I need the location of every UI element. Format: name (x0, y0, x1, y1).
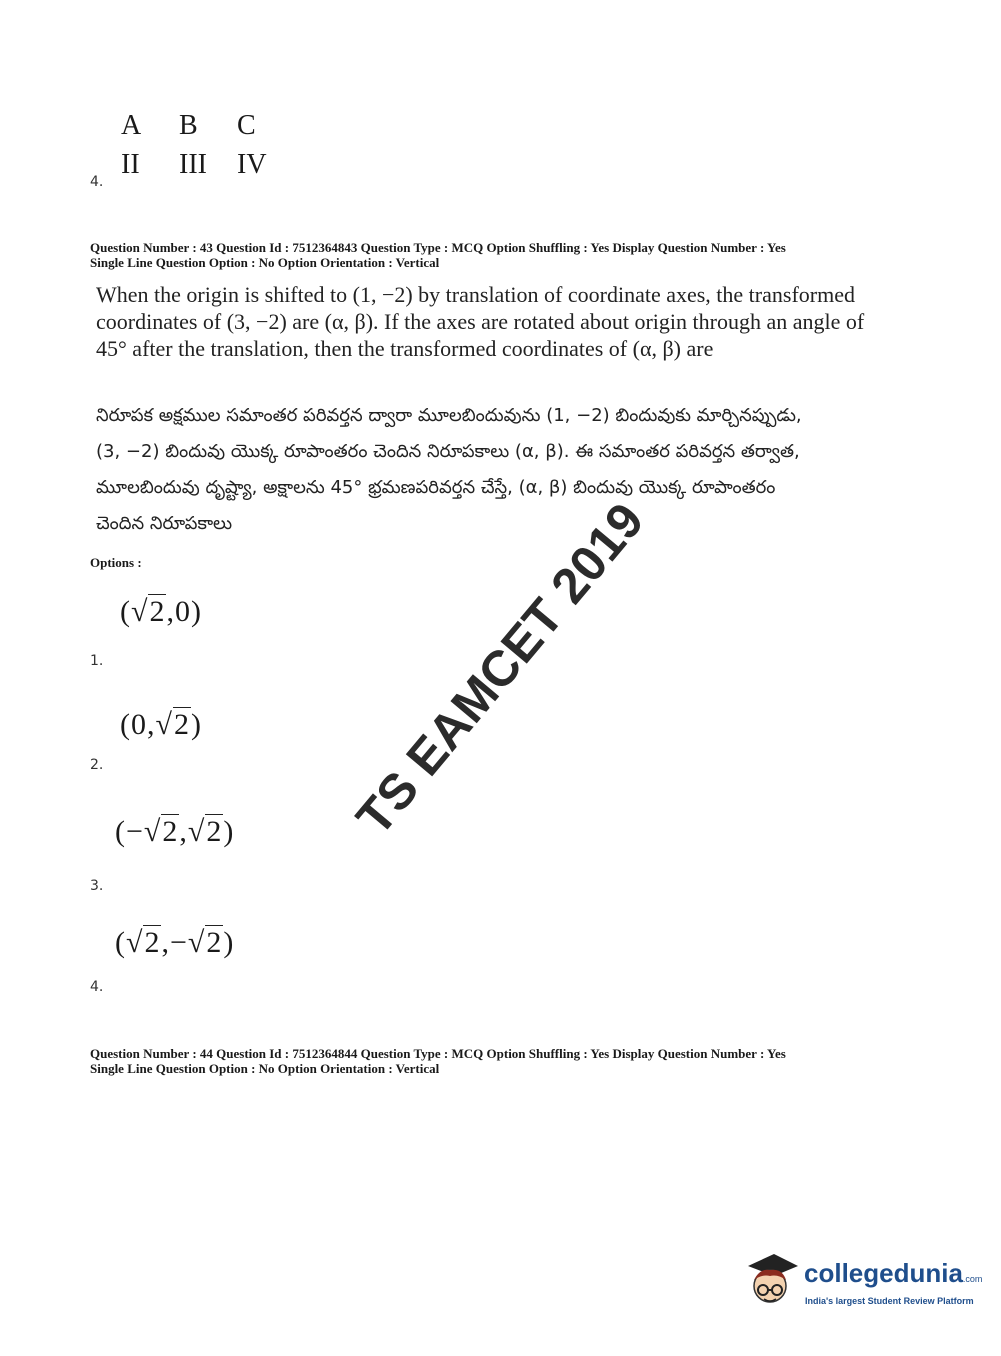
header-b: B (179, 110, 198, 141)
option-4-number[interactable]: 4. (90, 979, 104, 995)
logo-suffix: .com (962, 1274, 983, 1284)
english-line: coordinates of (3, −2) are (α, β). If the axes are rotated about origin through an angle of (96, 309, 865, 334)
telugu-line: నిరూపక అక్షముల సమాంతర పరివర్తన ద్వారా మూలబిందువును (1, −2) బిందువుకు మార్చినప్పుడు, (96, 405, 802, 426)
option-2-number[interactable]: 2. (90, 757, 104, 773)
collegedunia-logo (740, 1248, 983, 1318)
mascot-icon (740, 1250, 802, 1312)
value-a: II (121, 149, 140, 180)
q43-meta-line2: Single Line Question Option : No Option Orientation : Vertical (90, 255, 440, 270)
telugu-line: (3, −2) బిందువు యొక్క రూపాంతరం చెందిన నిరూపకాలు (α, β). ఈ సమాంతర పరివర్తన తర్వాత, (96, 441, 800, 462)
english-line: When the origin is shifted to (1, −2) by translation of coordinate axes, the transformed (96, 282, 855, 307)
sqrt-symbol: √2 (131, 595, 166, 628)
header-c: C (237, 110, 256, 141)
english-line: 45° after the translation, then the transformed coordinates of (α, β) are (96, 336, 714, 361)
header-a: A (121, 110, 142, 141)
value-b: III (179, 149, 207, 180)
value-c: IV (237, 149, 267, 180)
sqrt-symbol: √2 (143, 815, 179, 848)
option-3-math: (−√2,√2) (115, 815, 235, 848)
prev-column-headers (121, 110, 295, 142)
sqrt-symbol: √2 (126, 926, 161, 959)
q43-meta-line1: Question Number : 43 Question Id : 7512364843 Question Type : MCQ Option Shuffling : Yes Display Question Number : Yes (90, 240, 786, 255)
q44-meta (90, 1046, 910, 1076)
telugu-line: చెందిన నిరూపకాలు (96, 513, 233, 534)
option-4-math: (√2,−√2) (115, 926, 235, 959)
sqrt-symbol: √2 (155, 708, 190, 741)
q44-meta-line2: Single Line Question Option : No Option Orientation : Vertical (90, 1061, 440, 1076)
sqrt-symbol: √2 (187, 926, 223, 959)
options-label: Options : (90, 555, 142, 570)
prev-column-values (121, 149, 295, 181)
q43-meta (90, 240, 910, 270)
option-1-number[interactable]: 1. (90, 653, 104, 669)
prev-option-number: 4. (90, 174, 104, 190)
logo-tagline: India's largest Student Review Platform (805, 1296, 974, 1306)
option-1-math: (√2,0) (120, 595, 202, 628)
sqrt-symbol: √2 (187, 815, 223, 848)
watermark: TS EAMCET 2019 (345, 492, 655, 846)
option-2-math: (0,√2) (120, 708, 202, 741)
option-3-number[interactable]: 3. (90, 878, 104, 894)
q43-english-text (96, 281, 896, 362)
q44-meta-line1: Question Number : 44 Question Id : 7512364844 Question Type : MCQ Option Shuffling : Yes Display Question Number : Yes (90, 1046, 786, 1061)
q43-telugu-text (96, 398, 896, 542)
logo-name: collegedunia (804, 1258, 963, 1288)
telugu-line: మూలబిందువు దృష్ట్యా, అక్షాలను 45° భ్రమణపరివర్తన చేస్తే, (α, β) బిందువు యొక్క రూపాంతరం (96, 477, 776, 498)
